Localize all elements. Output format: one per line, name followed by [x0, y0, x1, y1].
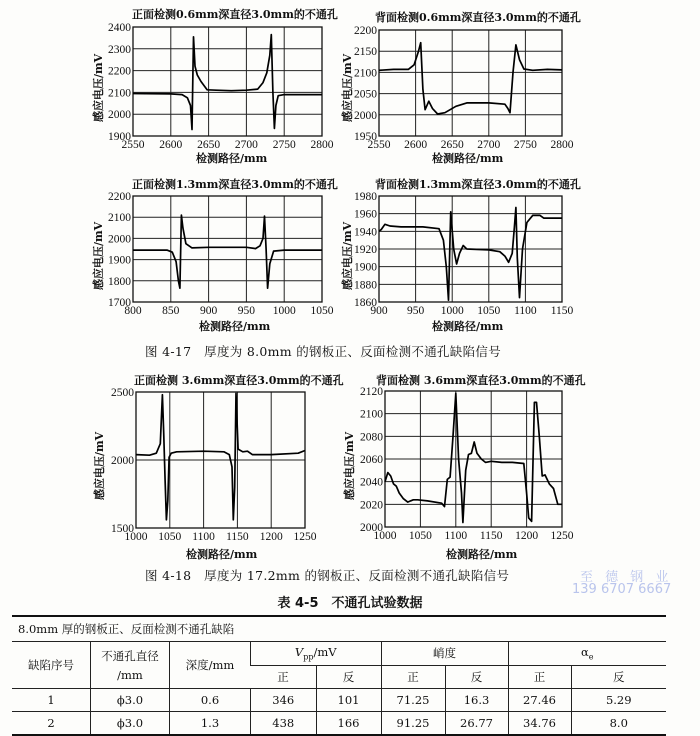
- svg-text:2200: 2200: [108, 191, 131, 203]
- svg-text:2300: 2300: [108, 43, 131, 56]
- cell-kurt-front: 91.25: [381, 712, 445, 736]
- svg-text:2120: 2120: [360, 386, 383, 398]
- table-note: 8.0mm 厚的钢板正、反面检测不通孔缺陷: [12, 616, 666, 642]
- header-alpha: $\alpha_e$: [508, 642, 666, 666]
- svg-text:1900: 1900: [108, 254, 131, 267]
- chart-plot-1: [108, 22, 334, 151]
- chart-plot-6: [360, 386, 574, 542]
- svg-text:1920: 1920: [354, 244, 377, 256]
- svg-text:2550: 2550: [367, 139, 391, 151]
- chart-title: 正面检测1.3mm深直径3.0mm的不通孔: [132, 178, 338, 191]
- svg-text:950: 950: [237, 305, 256, 317]
- test-data-table: [12, 615, 666, 736]
- svg-text:1000: 1000: [124, 531, 148, 543]
- cell-kurt-back: 26.77: [445, 712, 508, 736]
- svg-text:1880: 1880: [354, 279, 377, 292]
- x-axis-label: 检测路径/mm: [186, 548, 258, 561]
- cell-vpp-front: 346: [251, 689, 317, 712]
- header-defect-no: 缺陷序号: [12, 642, 91, 689]
- cell-kurt-back: 16.3: [445, 689, 508, 712]
- svg-text:2200: 2200: [354, 25, 377, 37]
- svg-text:2400: 2400: [108, 22, 131, 34]
- cell-diameter: ϕ3.0: [91, 712, 170, 736]
- svg-text:1500: 1500: [111, 523, 134, 535]
- x-axis-label: 检测路径/mm: [432, 320, 504, 333]
- header-vpp-back: 反: [316, 665, 381, 689]
- table-row: [12, 712, 666, 736]
- chart-title: 背面检测1.3mm深直径3.0mm的不通孔: [375, 178, 581, 191]
- header-vpp: $V_{pp}/mV$: [251, 642, 382, 666]
- svg-text:1000: 1000: [272, 305, 296, 317]
- chart-title: 背面检测0.6mm深直径3.0mm的不通孔: [375, 11, 581, 24]
- svg-text:2700: 2700: [477, 139, 501, 151]
- svg-text:850: 850: [162, 305, 180, 317]
- header-depth: 深度/mm: [170, 642, 251, 689]
- header-alpha-front: 正: [508, 665, 571, 689]
- svg-text:2800: 2800: [310, 139, 334, 151]
- cell-no: 1: [12, 689, 91, 712]
- header-vpp-front: 正: [251, 665, 317, 689]
- svg-text:2100: 2100: [108, 212, 131, 225]
- chart-plot-3: [108, 191, 334, 317]
- svg-text:2650: 2650: [197, 139, 221, 151]
- svg-text:1050: 1050: [408, 530, 432, 542]
- svg-text:1950: 1950: [354, 131, 377, 143]
- svg-text:2080: 2080: [360, 431, 383, 444]
- figure-4-18-caption: 图 4-18 厚度为 17.2mm 的钢板正、反面检测不通孔缺陷信号: [145, 568, 510, 583]
- y-axis-label: 感应电压/mV: [92, 221, 105, 290]
- cell-vpp-back: 166: [316, 712, 381, 736]
- svg-text:800: 800: [124, 305, 142, 317]
- svg-text:1900: 1900: [108, 131, 131, 143]
- svg-text:2600: 2600: [404, 139, 428, 151]
- y-axis-label: 感应电压/mV: [93, 431, 106, 500]
- chart-plot-5: [111, 387, 317, 543]
- chart-plot-4: [354, 191, 574, 317]
- header-diameter: [91, 642, 170, 689]
- svg-text:2200: 2200: [108, 65, 131, 78]
- header-alpha-back: 反: [571, 665, 666, 689]
- svg-text:1200: 1200: [515, 530, 539, 542]
- svg-text:2000: 2000: [354, 109, 377, 122]
- cell-alpha-front: 34.76: [508, 712, 571, 736]
- svg-text:2040: 2040: [360, 476, 383, 489]
- svg-text:2000: 2000: [108, 109, 131, 122]
- svg-text:2050: 2050: [354, 88, 377, 101]
- svg-text:1100: 1100: [514, 305, 537, 317]
- svg-text:1150: 1150: [226, 531, 249, 543]
- svg-text:2100: 2100: [354, 67, 377, 80]
- svg-text:1900: 1900: [354, 261, 377, 274]
- chart-plot-2: [354, 25, 574, 151]
- cell-vpp-back: 101: [316, 689, 381, 712]
- chart-title: 正面检测0.6mm深直径3.0mm的不通孔: [132, 8, 338, 21]
- svg-text:1250: 1250: [293, 531, 317, 543]
- svg-text:2600: 2600: [159, 139, 183, 151]
- svg-text:1050: 1050: [477, 305, 501, 317]
- svg-text:2650: 2650: [440, 139, 464, 151]
- x-axis-label: 检测路径/mm: [199, 320, 271, 333]
- svg-text:1960: 1960: [354, 208, 377, 221]
- svg-text:1100: 1100: [444, 530, 468, 542]
- svg-text:2000: 2000: [360, 522, 383, 534]
- y-axis-label: 感应电压/mV: [343, 431, 356, 500]
- header-kurtosis: 峭度: [381, 642, 508, 666]
- header-diameter-line2: /mm: [117, 668, 143, 682]
- header-diameter-line1: 不通孔直径: [101, 649, 159, 663]
- cell-vpp-front: 438: [251, 712, 317, 736]
- svg-text:2150: 2150: [354, 46, 377, 59]
- svg-text:2500: 2500: [111, 387, 134, 399]
- chart-title: 背面检测 3.6mm深直径3.0mm的不通孔: [376, 374, 586, 387]
- svg-text:2750: 2750: [513, 139, 537, 151]
- cell-no: 2: [12, 712, 91, 736]
- cell-alpha-front: 27.46: [508, 689, 571, 712]
- svg-text:1800: 1800: [108, 275, 131, 288]
- svg-text:1000: 1000: [440, 305, 464, 317]
- cell-depth: 0.6: [170, 689, 251, 712]
- y-axis-label: 感应电压/mV: [341, 53, 354, 122]
- svg-text:2000: 2000: [111, 455, 134, 467]
- cell-diameter: ϕ3.0: [91, 689, 170, 712]
- svg-text:2750: 2750: [272, 139, 296, 151]
- svg-text:1050: 1050: [158, 531, 182, 543]
- svg-text:2550: 2550: [121, 139, 145, 151]
- header-kurt-back: 反: [445, 665, 508, 689]
- table-title: 表 4-5 不通孔试验数据: [277, 596, 423, 611]
- svg-text:1050: 1050: [310, 305, 334, 317]
- svg-text:2700: 2700: [234, 139, 258, 151]
- svg-text:1250: 1250: [550, 530, 574, 542]
- svg-text:1100: 1100: [192, 531, 215, 543]
- svg-text:1940: 1940: [354, 226, 377, 239]
- svg-text:2020: 2020: [360, 499, 383, 512]
- watermark-phone: 139 6707 6667: [572, 582, 672, 597]
- svg-text:1150: 1150: [479, 530, 503, 542]
- svg-text:900: 900: [370, 305, 388, 317]
- svg-text:2100: 2100: [360, 408, 383, 421]
- svg-text:1980: 1980: [354, 191, 377, 203]
- x-axis-label: 检测路径/mm: [432, 152, 504, 165]
- svg-text:1860: 1860: [354, 297, 377, 309]
- svg-text:2100: 2100: [108, 87, 131, 100]
- y-axis-label: 感应电压/mV: [341, 221, 354, 290]
- header-kurt-front: 正: [381, 665, 445, 689]
- table-row: [12, 689, 666, 712]
- x-axis-label: 检测路径/mm: [446, 548, 518, 561]
- figure-4-17-caption: 图 4-17 厚度为 8.0mm 的钢板正、反面检测不通孔缺陷信号: [145, 344, 501, 359]
- cell-kurt-front: 71.25: [381, 689, 445, 712]
- svg-text:2000: 2000: [108, 233, 131, 246]
- x-axis-label: 检测路径/mm: [196, 152, 268, 165]
- cell-alpha-back: 5.29: [571, 689, 666, 712]
- svg-text:950: 950: [406, 305, 425, 317]
- y-axis-label: 感应电压/mV: [92, 53, 105, 122]
- watermark-company: 至 德 钢 业: [580, 570, 673, 585]
- cell-alpha-back: 8.0: [571, 712, 666, 736]
- svg-text:2800: 2800: [550, 139, 574, 151]
- svg-text:900: 900: [199, 305, 218, 317]
- svg-text:2060: 2060: [360, 454, 383, 466]
- svg-text:1000: 1000: [373, 530, 397, 542]
- cell-depth: 1.3: [170, 712, 251, 736]
- svg-text:1200: 1200: [259, 531, 283, 543]
- svg-text:1700: 1700: [108, 297, 131, 309]
- chart-title: 正面检测 3.6mm深直径3.0mm的不通孔: [134, 374, 344, 387]
- svg-text:1150: 1150: [550, 305, 574, 317]
